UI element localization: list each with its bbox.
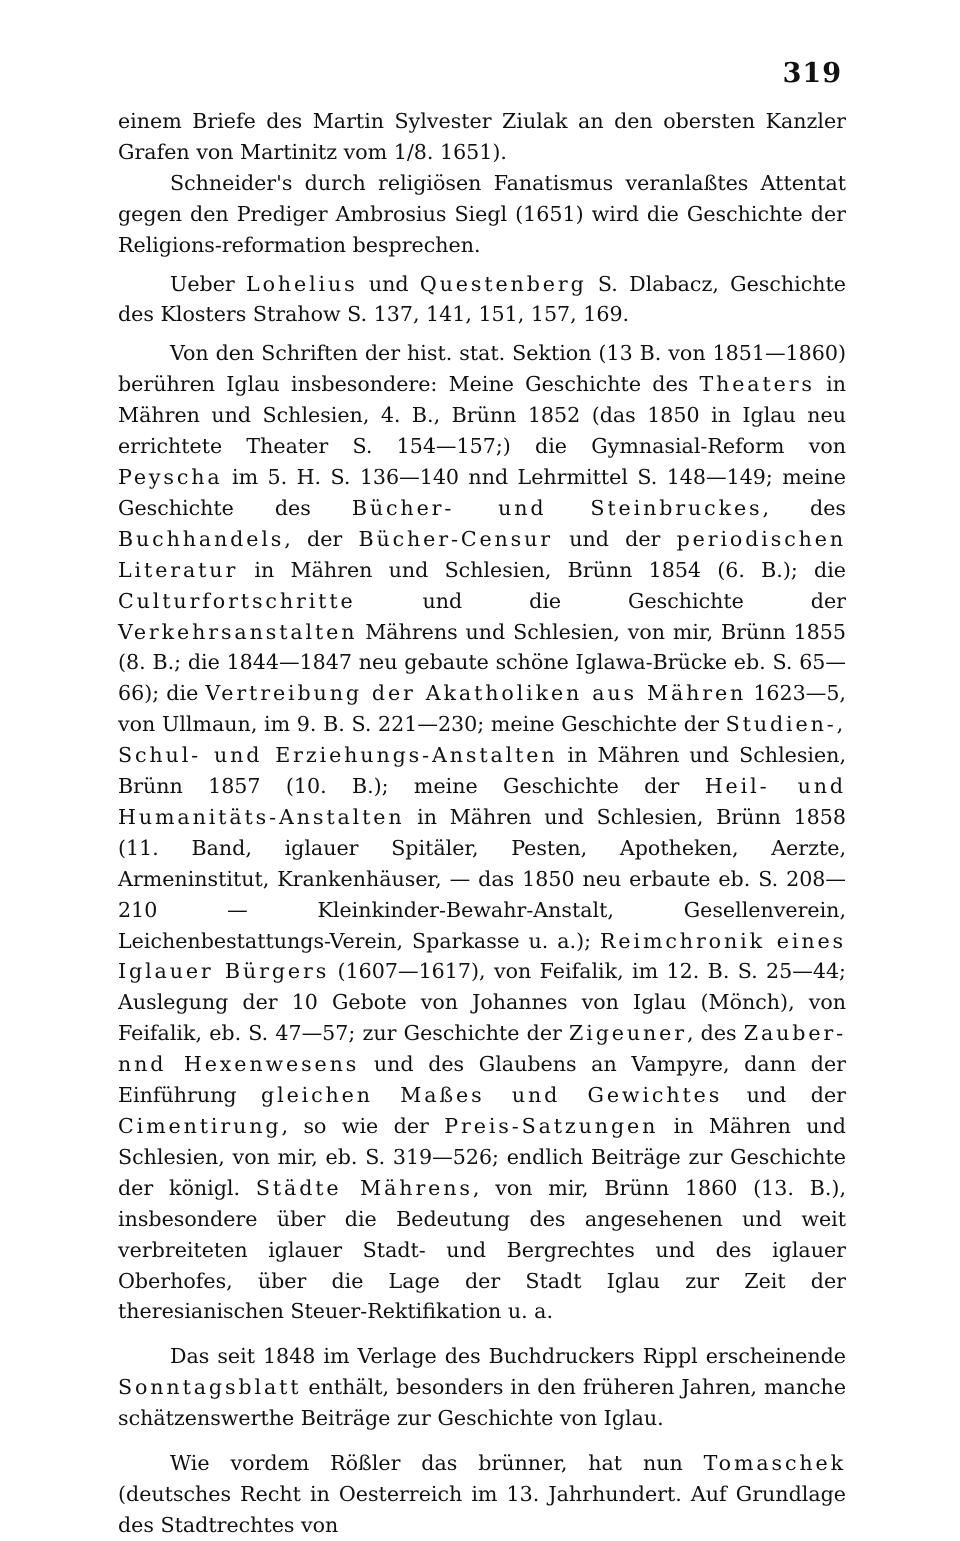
paragraph-5 [118,1341,846,1434]
text-run: in Mähren und Schlesien, Brünn 1858 (11. Band, iglauer Spitäler, Pesten, Apotheken, Aerzte, Armeninstitut, Krankenhäuser, — das 1850 neu erbaute eb. S. 208—210 — Kleinkinder-Bewahr-Anstalt, Gesellenverein, Leichenbestattungs-Verein, Sparkasse u. a.); [118,804,846,953]
text-run: in Mähren und Schlesien, Brünn 1854 (6. B.); die [238,557,846,582]
text-run: Von den Schriften der hist. stat. Sektion (13 B. von 1851—1860) berühren Iglau insbesondere: Meine Geschichte des [118,341,846,397]
emphasis-run: Peyscha [118,464,223,489]
emphasis-run: Studien-, Schul- und Erziehungs-Anstalten [118,712,846,768]
text-run: im 5. H. S. 136—140 nnd Lehrmittel S. 148—149; meine Geschichte des [118,464,846,520]
paragraph-1: einem Briefe des Martin Sylvester Ziulak an den obersten Kanzler Grafen von Martinitz vom 1/8. 1651). [118,109,846,164]
text-run: , von mir, Brünn 1860 (13. B.), insbesondere über die Bedeutung des angesehenen und weit verbreiteten iglauer Stadt- und Bergrechtes und des iglauer Oberhofes, über die Lage der Stadt Iglau zur Zeit der theresianischen Steuer-Rektifikation u. a. [118,1175,846,1324]
emphasis-run: Culturfortschritte [118,588,356,613]
text-run: 1623—5, von Ullmaun, im 9. B. S. 221—230; meine Geschichte der [118,681,846,737]
text-run: , der [284,526,359,551]
emphasis-run: Preis-Satzungen [444,1114,659,1138]
text-run: (1607—1617), von Feifalik, im 12. B. S. 25—44; Auslegung der 10 Gebote von Johannes von Iglau (Mönch), von Feifalik, eb. S. 47—57; zur Geschichte der [118,959,846,1046]
page-number: 319 [782,58,842,89]
text-run: Wie vordem Rößler das brünner, hat nun [170,1451,704,1476]
text-run: , des [762,495,846,520]
text-run: , des [686,1021,744,1046]
emphasis-run: Buchhandels [118,526,285,551]
text-run: und des Glaubens an Vampyre, dann der Einführung [118,1052,846,1108]
text-run: Ueber [170,271,247,296]
emphasis-run: Bücher- und Steinbruckes [351,495,763,520]
text-run: enthält, besonders in den früheren Jahren, manche schätzenswerthe Beiträge zur Geschichte von Iglau. [118,1375,846,1431]
emphasis-run: Vertreibung der Akatholiken aus Mähren [205,681,747,706]
text-run: Mährens und Schlesien, von mir, Brünn 1855 (8. B.; die 1844—1847 neu gebaute schöne Iglawa-Brücke eb. S. 65—66); die [118,619,846,706]
emphasis-name: Questenberg [419,271,587,296]
paragraph-3 [118,269,846,331]
text-run: und die Geschichte der [355,588,846,613]
emphasis-run: Zauber- nnd Hexenwesens [118,1021,846,1077]
emphasis-run: Heil- und Humanitäts-Anstalten [118,774,846,829]
text-run: in Mähren und Schlesien, Brünn 1857 (10. B.); meine Geschichte der [118,743,846,799]
text-run: , so wie der [281,1114,445,1138]
text-run: in Mähren und Schlesien, 4. B., Brünn 1852 (das 1850 in Iglau neu errichtete Theater S. 154—157;) die Gymnasial-Reform von [118,372,846,459]
emphasis-run: Theaters [699,372,815,397]
emphasis-run: Cimentirung [118,1114,282,1138]
text-run: und der [722,1083,846,1108]
text-run: (deutsches Recht in Oesterreich im 13. Jahrhundert. Auf Grundlage des Stadtrechtes von [118,1481,846,1537]
emphasis-run: Sonntagsblatt [118,1375,302,1400]
emphasis-run: Verkehrsanstalten [118,619,358,644]
emphasis-run: periodischen Literatur [118,526,846,582]
paragraph-4 [118,338,846,1327]
text-run: und [357,271,420,296]
emphasis-run: Zigeuner [569,1021,687,1046]
emphasis-run: Reimchronik eines Iglauer Bürgers [118,928,847,984]
text-run: S. Dlabacz, Geschichte des Klosters Strahow S. 137, 141, 151, 157, 169. [118,271,846,327]
page-body [118,106,846,1541]
paragraph-6 [118,1448,846,1541]
emphasis-run: gleichen Maßes und Gewichtes [261,1083,723,1108]
paragraph-2: Schneider's durch religiösen Fanatismus veranlaßtes Attentat gegen den Prediger Ambrosius Siegl (1651) wird die Geschichte der Religions-reformation besprechen. [118,170,846,257]
text-run: in Mähren und Schlesien, von mir, eb. S. 319—526; endlich Beiträge zur Geschichte der königl. [118,1114,846,1200]
text-run: und der [553,526,677,551]
emphasis-run: Städte Mährens [255,1175,473,1200]
text-run: Das seit 1848 im Verlage des Buchdruckers Rippl erscheinende [170,1344,846,1369]
emphasis-name: Lohelius [246,271,358,296]
emphasis-name: Tomaschek [703,1451,846,1476]
emphasis-run: Bücher-Censur [358,526,554,551]
